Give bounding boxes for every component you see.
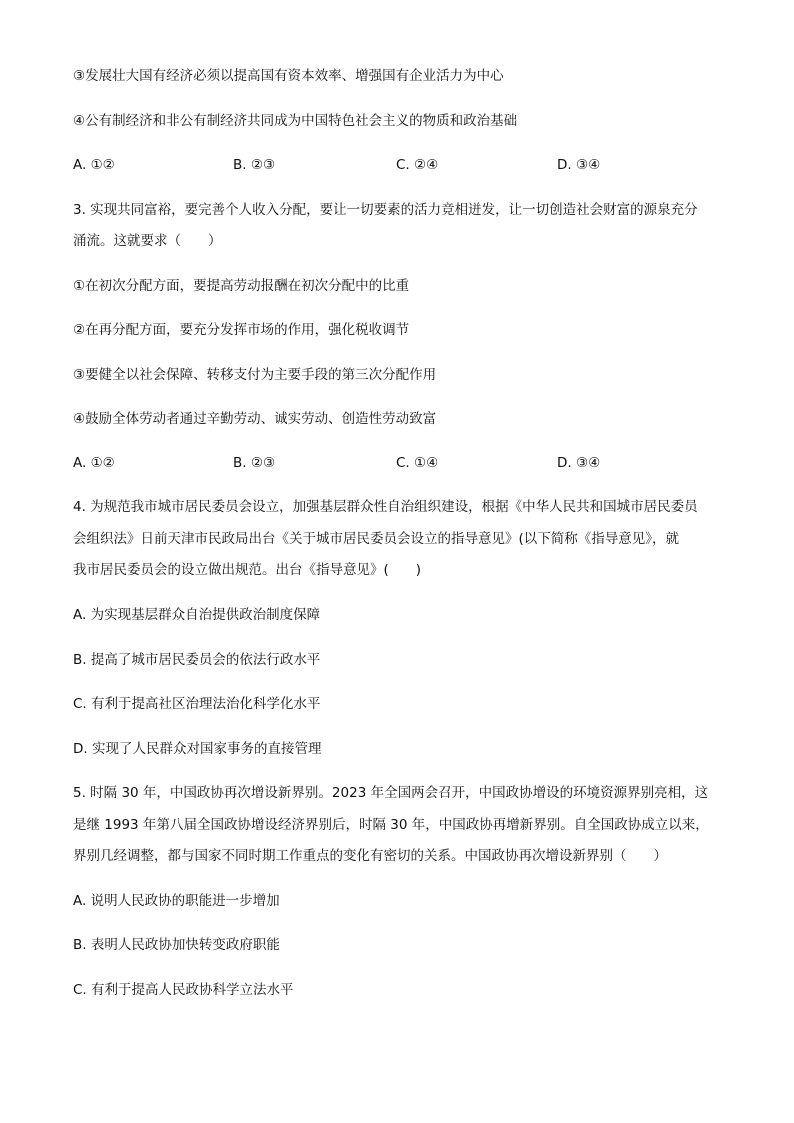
q3-item-1: ①在初次分配方面，要提高劳动报酬在初次分配中的比重 [73,278,410,294]
q2-option-d: D. ③④ [557,157,601,173]
q3-option-d: D. ③④ [557,455,601,471]
q2-option-b: B. ②③ [233,157,276,173]
q2-option-a: A. ①② [73,157,115,173]
q2-item-3: ③发展壮大国有经济必须以提高国有资本效率、增强国有企业活力为中心 [73,68,504,84]
q4-option-c: C. 有利于提高社区治理法治化科学化水平 [73,696,321,712]
q5-option-a: A. 说明人民政协的职能进一步增加 [73,893,280,909]
q5-stem-line-3: 界别几经调整，都与国家不同时期工作重点的变化有密切的关系。中国政协再次增设新界别（ ） [73,848,667,864]
q3-option-b: B. ②③ [233,455,276,471]
q4-option-d: D. 实现了人民群众对国家事务的直接管理 [73,741,322,757]
q4-stem-line-2: 会组织法》日前天津市民政局出台《关于城市居民委员会设立的指导意见》(以下简称《指导意见》，就 [73,531,680,547]
q3-stem-line-1: 3. 实现共同富裕，要完善个人收入分配，要让一切要素的活力竞相迸发，让一切创造社会财富的源泉充分 [73,202,698,218]
q3-item-2: ②在再分配方面，要充分发挥市场的作用，强化税收调节 [73,322,410,338]
q3-item-3: ③要健全以社会保障、转移支付为主要手段的第三次分配作用 [73,367,437,383]
q3-option-a: A. ①② [73,455,115,471]
q5-stem-line-2: 是继 1993 年第八届全国政协增设经济界别后，时隔 30 年，中国政协再增新界别。自全国政协成立以来， [73,817,709,833]
q4-stem-line-3: 我市居民委员会的设立做出规范。出台《指导意见》( ) [73,562,422,578]
q5-stem-line-1: 5. 时隔 30 年，中国政协再次增设新界别。2023 年全国两会召开，中国政协增设的环境资源界别亮相，这 [73,785,709,801]
q3-option-c: C. ①④ [396,455,439,471]
q3-stem-line-2: 涌流。这就要求（ ） [73,233,222,249]
q5-option-c: C. 有利于提高人民政协科学立法水平 [73,982,294,998]
q4-option-b: B. 提高了城市居民委员会的依法行政水平 [73,652,321,668]
q2-item-4: ④公有制经济和非公有制经济共同成为中国特色社会主义的物质和政治基础 [73,113,518,129]
q4-option-a: A. 为实现基层群众自治提供政治制度保障 [73,607,321,623]
q3-item-4: ④鼓励全体劳动者通过辛勤劳动、诚实劳动、创造性劳动致富 [73,411,437,427]
q4-stem-line-1: 4. 为规范我市城市居民委员会设立，加强基层群众性自治组织建设，根据《中华人民共和国城市居民委员 [73,499,698,515]
q2-option-c: C. ②④ [396,157,439,173]
q5-option-b: B. 表明人民政协加快转变政府职能 [73,937,280,953]
